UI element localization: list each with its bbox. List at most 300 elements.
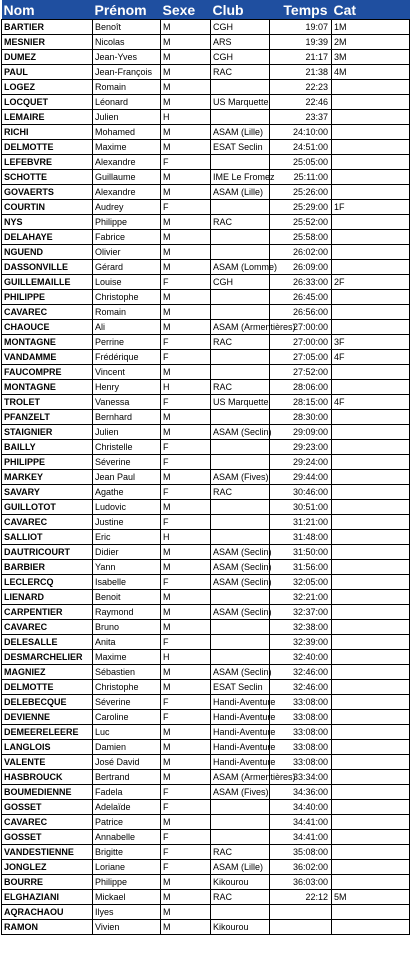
cell-nom[interactable]: COURTIN	[2, 200, 93, 215]
cell-cat[interactable]	[332, 680, 410, 695]
cell-temps[interactable]: 26:33:00	[270, 275, 332, 290]
cell-sexe[interactable]: M	[161, 665, 211, 680]
cell-temps[interactable]: 32:40:00	[270, 650, 332, 665]
cell-temps[interactable]: 34:36:00	[270, 785, 332, 800]
cell-club[interactable]: ASAM (Armentières)	[211, 770, 270, 785]
cell-prenom[interactable]: Raymond	[93, 605, 161, 620]
cell-sexe[interactable]: F	[161, 485, 211, 500]
table-row[interactable]	[2, 875, 410, 890]
table-row[interactable]	[2, 890, 410, 905]
cell-sexe[interactable]: H	[161, 380, 211, 395]
cell-club[interactable]	[211, 365, 270, 380]
cell-prenom[interactable]: José David	[93, 755, 161, 770]
cell-cat[interactable]	[332, 755, 410, 770]
cell-prenom[interactable]: Luc	[93, 725, 161, 740]
cell-club[interactable]: ASAM (Seclin)	[211, 665, 270, 680]
cell-club[interactable]: ASAM (Lomme)	[211, 260, 270, 275]
cell-sexe[interactable]: F	[161, 860, 211, 875]
cell-nom[interactable]: SCHOTTE	[2, 170, 93, 185]
cell-prenom[interactable]: Fabrice	[93, 230, 161, 245]
cell-club[interactable]: IME Le Fromez	[211, 170, 270, 185]
cell-sexe[interactable]: M	[161, 20, 211, 35]
cell-prenom[interactable]: Ludovic	[93, 500, 161, 515]
cell-cat[interactable]	[332, 365, 410, 380]
table-row[interactable]	[2, 440, 410, 455]
cell-nom[interactable]: DESMARCHELIER	[2, 650, 93, 665]
cell-club[interactable]	[211, 200, 270, 215]
cell-club[interactable]: Handi-Aventure	[211, 725, 270, 740]
cell-sexe[interactable]: M	[161, 500, 211, 515]
cell-sexe[interactable]: M	[161, 125, 211, 140]
cell-temps[interactable]: 33:34:00	[270, 770, 332, 785]
cell-cat[interactable]	[332, 170, 410, 185]
cell-nom[interactable]: VANDAMME	[2, 350, 93, 365]
cell-club[interactable]: ARS	[211, 35, 270, 50]
cell-club[interactable]: ASAM (Fives)	[211, 785, 270, 800]
cell-nom[interactable]: DEMEERELEERE	[2, 725, 93, 740]
cell-sexe[interactable]: M	[161, 605, 211, 620]
cell-sexe[interactable]: M	[161, 290, 211, 305]
cell-nom[interactable]: BOURRE	[2, 875, 93, 890]
cell-temps[interactable]: 22:46	[270, 95, 332, 110]
table-row[interactable]	[2, 245, 410, 260]
cell-temps[interactable]: 19:39	[270, 35, 332, 50]
cell-cat[interactable]	[332, 140, 410, 155]
cell-sexe[interactable]: H	[161, 650, 211, 665]
cell-nom[interactable]: BARTIER	[2, 20, 93, 35]
cell-temps[interactable]: 27:00:00	[270, 320, 332, 335]
cell-nom[interactable]: CARPENTIER	[2, 605, 93, 620]
cell-sexe[interactable]: M	[161, 140, 211, 155]
cell-prenom[interactable]: Séverine	[93, 695, 161, 710]
cell-nom[interactable]: AQRACHAOU	[2, 905, 93, 920]
cell-sexe[interactable]: M	[161, 170, 211, 185]
cell-temps[interactable]: 29:09:00	[270, 425, 332, 440]
cell-nom[interactable]: LOGEZ	[2, 80, 93, 95]
cell-sexe[interactable]: F	[161, 455, 211, 470]
cell-sexe[interactable]: M	[161, 545, 211, 560]
table-row[interactable]	[2, 665, 410, 680]
cell-cat[interactable]	[332, 515, 410, 530]
cell-nom[interactable]: GOSSET	[2, 830, 93, 845]
cell-temps[interactable]: 25:26:00	[270, 185, 332, 200]
cell-sexe[interactable]: M	[161, 365, 211, 380]
cell-cat[interactable]	[332, 410, 410, 425]
cell-club[interactable]: Handi-Aventure	[211, 710, 270, 725]
table-row[interactable]	[2, 395, 410, 410]
cell-cat[interactable]	[332, 905, 410, 920]
cell-temps[interactable]: 32:21:00	[270, 590, 332, 605]
cell-nom[interactable]: PHILIPPE	[2, 455, 93, 470]
cell-cat[interactable]: 2F	[332, 275, 410, 290]
cell-temps[interactable]: 27:52:00	[270, 365, 332, 380]
cell-temps[interactable]: 29:23:00	[270, 440, 332, 455]
table-row[interactable]	[2, 620, 410, 635]
cell-cat[interactable]	[332, 95, 410, 110]
cell-prenom[interactable]: Adelaïde	[93, 800, 161, 815]
cell-prenom[interactable]: Perrine	[93, 335, 161, 350]
table-row[interactable]	[2, 290, 410, 305]
table-row[interactable]	[2, 185, 410, 200]
cell-cat[interactable]: 2M	[332, 35, 410, 50]
cell-cat[interactable]	[332, 830, 410, 845]
cell-temps[interactable]: 21:38	[270, 65, 332, 80]
cell-sexe[interactable]: H	[161, 110, 211, 125]
cell-cat[interactable]	[332, 425, 410, 440]
cell-temps[interactable]: 31:21:00	[270, 515, 332, 530]
table-row[interactable]	[2, 20, 410, 35]
cell-temps[interactable]: 25:58:00	[270, 230, 332, 245]
cell-temps[interactable]: 26:56:00	[270, 305, 332, 320]
column-header-sexe[interactable]: Sexe	[161, 0, 211, 20]
cell-cat[interactable]	[332, 320, 410, 335]
cell-temps[interactable]: 33:08:00	[270, 740, 332, 755]
cell-temps[interactable]: 26:09:00	[270, 260, 332, 275]
cell-temps[interactable]: 31:50:00	[270, 545, 332, 560]
table-row[interactable]	[2, 740, 410, 755]
cell-nom[interactable]: DASSONVILLE	[2, 260, 93, 275]
cell-club[interactable]: RAC	[211, 485, 270, 500]
cell-club[interactable]	[211, 800, 270, 815]
cell-nom[interactable]: CHAOUCE	[2, 320, 93, 335]
cell-sexe[interactable]: M	[161, 890, 211, 905]
table-row[interactable]	[2, 710, 410, 725]
cell-nom[interactable]: JONGLEZ	[2, 860, 93, 875]
cell-temps[interactable]: 21:17	[270, 50, 332, 65]
cell-temps[interactable]: 30:51:00	[270, 500, 332, 515]
cell-cat[interactable]	[332, 575, 410, 590]
cell-prenom[interactable]: Julien	[93, 110, 161, 125]
cell-prenom[interactable]: Jean Paul	[93, 470, 161, 485]
cell-nom[interactable]: DEVIENNE	[2, 710, 93, 725]
cell-prenom[interactable]: Patrice	[93, 815, 161, 830]
cell-club[interactable]	[211, 155, 270, 170]
cell-sexe[interactable]: F	[161, 695, 211, 710]
cell-sexe[interactable]: M	[161, 740, 211, 755]
cell-club[interactable]: RAC	[211, 335, 270, 350]
cell-club[interactable]: ASAM (Seclin)	[211, 425, 270, 440]
cell-sexe[interactable]: M	[161, 920, 211, 935]
cell-sexe[interactable]: M	[161, 320, 211, 335]
cell-prenom[interactable]: Brigitte	[93, 845, 161, 860]
cell-cat[interactable]	[332, 770, 410, 785]
cell-sexe[interactable]: M	[161, 815, 211, 830]
cell-cat[interactable]: 4F	[332, 395, 410, 410]
cell-sexe[interactable]: M	[161, 50, 211, 65]
cell-temps[interactable]: 26:45:00	[270, 290, 332, 305]
cell-club[interactable]	[211, 230, 270, 245]
cell-temps[interactable]: 27:05:00	[270, 350, 332, 365]
cell-club[interactable]: ASAM (Seclin)	[211, 545, 270, 560]
cell-temps[interactable]: 28:30:00	[270, 410, 332, 425]
cell-cat[interactable]	[332, 470, 410, 485]
cell-cat[interactable]	[332, 485, 410, 500]
cell-nom[interactable]: MESNIER	[2, 35, 93, 50]
cell-prenom[interactable]: Agathe	[93, 485, 161, 500]
cell-cat[interactable]	[332, 155, 410, 170]
table-row[interactable]	[2, 770, 410, 785]
cell-nom[interactable]: MAGNIEZ	[2, 665, 93, 680]
cell-nom[interactable]: TROLET	[2, 395, 93, 410]
column-header-prenom[interactable]: Prénom	[93, 0, 161, 20]
cell-cat[interactable]: 4M	[332, 65, 410, 80]
cell-club[interactable]: Kikourou	[211, 920, 270, 935]
cell-club[interactable]	[211, 650, 270, 665]
cell-club[interactable]: Handi-Aventure	[211, 740, 270, 755]
cell-sexe[interactable]: M	[161, 260, 211, 275]
cell-club[interactable]: CGH	[211, 275, 270, 290]
cell-prenom[interactable]: Eric	[93, 530, 161, 545]
cell-club[interactable]: Handi-Aventure	[211, 755, 270, 770]
table-row[interactable]	[2, 500, 410, 515]
cell-prenom[interactable]: Vanessa	[93, 395, 161, 410]
cell-prenom[interactable]: Damien	[93, 740, 161, 755]
table-row[interactable]	[2, 725, 410, 740]
cell-prenom[interactable]: Yann	[93, 560, 161, 575]
cell-nom[interactable]: LANGLOIS	[2, 740, 93, 755]
cell-prenom[interactable]: Alexandre	[93, 185, 161, 200]
table-row[interactable]	[2, 830, 410, 845]
column-header-cat[interactable]: Cat	[332, 0, 410, 20]
table-row[interactable]	[2, 65, 410, 80]
cell-club[interactable]	[211, 530, 270, 545]
cell-prenom[interactable]: Audrey	[93, 200, 161, 215]
cell-temps[interactable]: 32:05:00	[270, 575, 332, 590]
cell-prenom[interactable]: Maxime	[93, 140, 161, 155]
cell-temps[interactable]: 36:02:00	[270, 860, 332, 875]
cell-club[interactable]	[211, 830, 270, 845]
cell-cat[interactable]	[332, 290, 410, 305]
cell-prenom[interactable]: Vivien	[93, 920, 161, 935]
cell-temps[interactable]: 34:41:00	[270, 815, 332, 830]
cell-club[interactable]: ASAM (Seclin)	[211, 560, 270, 575]
cell-club[interactable]: US Marquette	[211, 95, 270, 110]
cell-prenom[interactable]: Romain	[93, 80, 161, 95]
cell-prenom[interactable]: Philippe	[93, 875, 161, 890]
table-row[interactable]	[2, 530, 410, 545]
cell-sexe[interactable]: F	[161, 395, 211, 410]
cell-temps[interactable]: 25:29:00	[270, 200, 332, 215]
cell-prenom[interactable]: Frédérique	[93, 350, 161, 365]
cell-temps[interactable]: 19:07	[270, 20, 332, 35]
cell-club[interactable]	[211, 440, 270, 455]
cell-sexe[interactable]: F	[161, 845, 211, 860]
cell-sexe[interactable]: M	[161, 755, 211, 770]
cell-nom[interactable]: DELMOTTE	[2, 140, 93, 155]
table-row[interactable]	[2, 50, 410, 65]
cell-nom[interactable]: DUMEZ	[2, 50, 93, 65]
cell-prenom[interactable]: Christophe	[93, 290, 161, 305]
cell-cat[interactable]	[332, 245, 410, 260]
cell-temps[interactable]: 30:46:00	[270, 485, 332, 500]
table-row[interactable]	[2, 80, 410, 95]
cell-temps[interactable]: 34:40:00	[270, 800, 332, 815]
cell-sexe[interactable]: M	[161, 95, 211, 110]
cell-club[interactable]: ESAT Seclin	[211, 140, 270, 155]
cell-sexe[interactable]: M	[161, 65, 211, 80]
cell-sexe[interactable]: M	[161, 875, 211, 890]
cell-cat[interactable]: 1F	[332, 200, 410, 215]
table-row[interactable]	[2, 230, 410, 245]
cell-nom[interactable]: LECLERCQ	[2, 575, 93, 590]
table-row[interactable]	[2, 35, 410, 50]
cell-nom[interactable]: BARBIER	[2, 560, 93, 575]
table-row[interactable]	[2, 635, 410, 650]
table-row[interactable]	[2, 920, 410, 935]
cell-temps[interactable]: 32:39:00	[270, 635, 332, 650]
cell-prenom[interactable]: Romain	[93, 305, 161, 320]
table-row[interactable]	[2, 200, 410, 215]
cell-prenom[interactable]: Bertrand	[93, 770, 161, 785]
cell-prenom[interactable]: Alexandre	[93, 155, 161, 170]
cell-nom[interactable]: LOCQUET	[2, 95, 93, 110]
cell-club[interactable]	[211, 290, 270, 305]
table-row[interactable]	[2, 485, 410, 500]
cell-prenom[interactable]: Anita	[93, 635, 161, 650]
cell-nom[interactable]: SAVARY	[2, 485, 93, 500]
cell-sexe[interactable]: F	[161, 800, 211, 815]
cell-prenom[interactable]: Maxime	[93, 650, 161, 665]
cell-prenom[interactable]: Justine	[93, 515, 161, 530]
table-row[interactable]	[2, 680, 410, 695]
cell-nom[interactable]: BOUMEDIENNE	[2, 785, 93, 800]
table-row[interactable]	[2, 605, 410, 620]
cell-temps[interactable]: 33:08:00	[270, 710, 332, 725]
table-row[interactable]	[2, 455, 410, 470]
cell-nom[interactable]: RICHI	[2, 125, 93, 140]
cell-nom[interactable]: RAMON	[2, 920, 93, 935]
cell-temps[interactable]: 24:10:00	[270, 125, 332, 140]
cell-sexe[interactable]: F	[161, 335, 211, 350]
cell-cat[interactable]	[332, 860, 410, 875]
cell-nom[interactable]: CAVAREC	[2, 815, 93, 830]
table-row[interactable]	[2, 125, 410, 140]
cell-nom[interactable]: GOSSET	[2, 800, 93, 815]
column-header-nom[interactable]: Nom	[2, 0, 93, 20]
cell-temps[interactable]: 31:56:00	[270, 560, 332, 575]
cell-sexe[interactable]: M	[161, 410, 211, 425]
cell-prenom[interactable]: Jean-François	[93, 65, 161, 80]
cell-sexe[interactable]: M	[161, 305, 211, 320]
table-row[interactable]	[2, 800, 410, 815]
cell-club[interactable]	[211, 635, 270, 650]
table-row[interactable]	[2, 695, 410, 710]
cell-club[interactable]	[211, 110, 270, 125]
cell-sexe[interactable]: M	[161, 590, 211, 605]
table-row[interactable]	[2, 755, 410, 770]
cell-club[interactable]	[211, 500, 270, 515]
cell-sexe[interactable]: F	[161, 155, 211, 170]
cell-club[interactable]: ASAM (Fives)	[211, 470, 270, 485]
cell-cat[interactable]	[332, 725, 410, 740]
table-row[interactable]	[2, 575, 410, 590]
cell-nom[interactable]: GOVAERTS	[2, 185, 93, 200]
cell-cat[interactable]	[332, 785, 410, 800]
cell-nom[interactable]: PAUL	[2, 65, 93, 80]
cell-cat[interactable]: 1M	[332, 20, 410, 35]
cell-cat[interactable]	[332, 455, 410, 470]
cell-sexe[interactable]: F	[161, 575, 211, 590]
cell-temps[interactable]: 29:44:00	[270, 470, 332, 485]
cell-prenom[interactable]: Henry	[93, 380, 161, 395]
cell-cat[interactable]	[332, 605, 410, 620]
cell-nom[interactable]: PFANZELT	[2, 410, 93, 425]
table-row[interactable]	[2, 320, 410, 335]
cell-sexe[interactable]: M	[161, 680, 211, 695]
cell-prenom[interactable]: Christophe	[93, 680, 161, 695]
cell-sexe[interactable]: M	[161, 905, 211, 920]
cell-temps[interactable]: 35:08:00	[270, 845, 332, 860]
cell-cat[interactable]	[332, 215, 410, 230]
column-header-club[interactable]: Club	[211, 0, 270, 20]
table-row[interactable]	[2, 425, 410, 440]
cell-club[interactable]	[211, 815, 270, 830]
cell-cat[interactable]: 4F	[332, 350, 410, 365]
cell-temps[interactable]: 28:06:00	[270, 380, 332, 395]
cell-nom[interactable]: GUILLEMAILLE	[2, 275, 93, 290]
cell-temps[interactable]: 33:08:00	[270, 695, 332, 710]
cell-prenom[interactable]: Didier	[93, 545, 161, 560]
table-row[interactable]	[2, 410, 410, 425]
cell-prenom[interactable]: Annabelle	[93, 830, 161, 845]
cell-sexe[interactable]: M	[161, 215, 211, 230]
cell-nom[interactable]: GUILLOTOT	[2, 500, 93, 515]
cell-cat[interactable]	[332, 125, 410, 140]
cell-nom[interactable]: MONTAGNE	[2, 380, 93, 395]
cell-club[interactable]: ASAM (Lille)	[211, 860, 270, 875]
cell-cat[interactable]	[332, 260, 410, 275]
table-row[interactable]	[2, 545, 410, 560]
cell-cat[interactable]	[332, 845, 410, 860]
cell-club[interactable]: RAC	[211, 215, 270, 230]
cell-club[interactable]	[211, 410, 270, 425]
table-row[interactable]	[2, 470, 410, 485]
cell-temps[interactable]: 24:51:00	[270, 140, 332, 155]
cell-club[interactable]: ASAM (Lille)	[211, 185, 270, 200]
cell-club[interactable]: RAC	[211, 845, 270, 860]
cell-prenom[interactable]: Christelle	[93, 440, 161, 455]
cell-temps[interactable]: 32:37:00	[270, 605, 332, 620]
cell-temps[interactable]: 22:23	[270, 80, 332, 95]
cell-club[interactable]	[211, 455, 270, 470]
cell-club[interactable]: ASAM (Seclin)	[211, 605, 270, 620]
table-row[interactable]	[2, 350, 410, 365]
cell-sexe[interactable]: F	[161, 710, 211, 725]
cell-club[interactable]	[211, 590, 270, 605]
cell-nom[interactable]: ELGHAZIANI	[2, 890, 93, 905]
cell-sexe[interactable]: M	[161, 770, 211, 785]
cell-club[interactable]	[211, 350, 270, 365]
cell-prenom[interactable]: Vincent	[93, 365, 161, 380]
cell-club[interactable]	[211, 515, 270, 530]
cell-cat[interactable]: 3F	[332, 335, 410, 350]
cell-prenom[interactable]: Bernhard	[93, 410, 161, 425]
cell-nom[interactable]: MONTAGNE	[2, 335, 93, 350]
cell-club[interactable]: ASAM (Seclin)	[211, 575, 270, 590]
cell-sexe[interactable]: M	[161, 230, 211, 245]
cell-prenom[interactable]: Loriane	[93, 860, 161, 875]
cell-cat[interactable]: 5M	[332, 890, 410, 905]
cell-nom[interactable]: DELEBECQUE	[2, 695, 93, 710]
cell-club[interactable]: CGH	[211, 50, 270, 65]
cell-cat[interactable]	[332, 875, 410, 890]
cell-prenom[interactable]: Benoît	[93, 20, 161, 35]
table-row[interactable]	[2, 215, 410, 230]
table-row[interactable]	[2, 275, 410, 290]
cell-cat[interactable]	[332, 500, 410, 515]
cell-nom[interactable]: VANDESTIENNE	[2, 845, 93, 860]
cell-club[interactable]: ASAM (Lille)	[211, 125, 270, 140]
